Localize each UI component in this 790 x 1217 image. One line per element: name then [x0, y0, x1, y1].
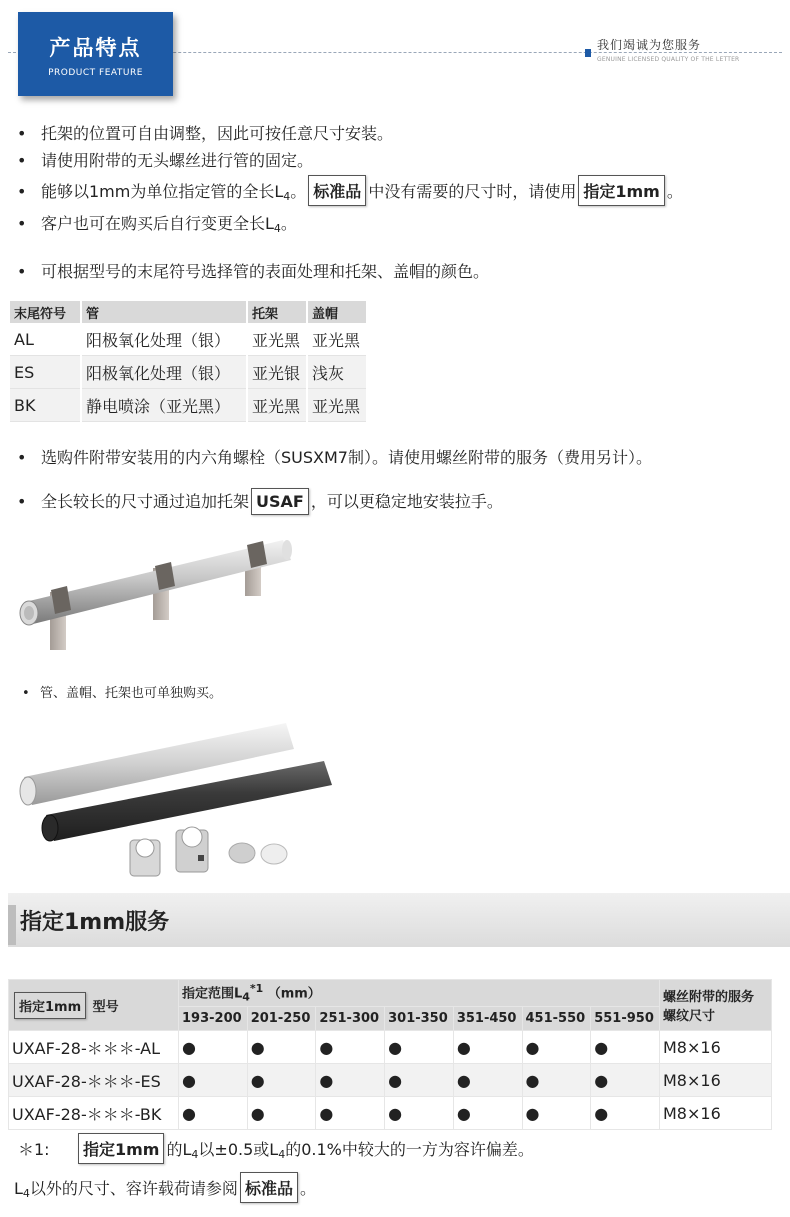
- range-unit: （mm）: [267, 986, 321, 1002]
- note-text: 的0.1%中较大的一方为容许偏差。: [285, 1140, 534, 1159]
- header-cell: 末尾符号: [10, 301, 81, 323]
- footnote-2: [14, 1172, 316, 1203]
- feature-text: 请使用附带的无头螺丝进行管的固定。: [41, 151, 314, 170]
- thread-cell: M8×16: [660, 1097, 772, 1130]
- mark-cell: ●: [591, 1097, 660, 1130]
- mark-cell: ●: [385, 1064, 454, 1097]
- feature-bullet-2: • 请使用附带的无头螺丝进行管的固定。: [17, 151, 314, 170]
- model-header: [9, 980, 179, 1031]
- 1mm-designation-link[interactable]: 指定1mm: [78, 1133, 164, 1164]
- standard-product-link[interactable]: 标准品: [240, 1172, 298, 1203]
- badge-title: 产品特点: [49, 36, 142, 60]
- feature-text: 客户也可在购买后自行变更全长L: [41, 214, 274, 233]
- feature-bullet-1: • 托架的位置可自由调整，因此可按任意尺寸安装。: [17, 124, 394, 143]
- subscript: 4: [22, 1187, 30, 1200]
- parts-image: [18, 715, 338, 880]
- mark-cell: ●: [522, 1031, 591, 1064]
- option-text: 全长较长的尺寸通过追加托架: [41, 492, 250, 511]
- footnote-mark: *1: [249, 982, 264, 996]
- range-cell: 301-350: [385, 1007, 454, 1031]
- header-cell: 盖帽: [307, 301, 367, 323]
- model-cell: UXAF-28-＊＊＊-ES: [9, 1064, 179, 1097]
- 1mm-designation-link[interactable]: 指定1mm: [578, 175, 664, 206]
- header-cell: 管: [81, 301, 247, 323]
- spec-header-row-1: [9, 980, 772, 1007]
- handle-assembly-image: [15, 530, 305, 655]
- mark-cell: ●: [522, 1064, 591, 1097]
- footnote-1: [18, 1133, 534, 1164]
- header-cell: 托架: [247, 301, 307, 323]
- small-note-text: 管、盖帽、托架也可单独购买。: [40, 686, 223, 701]
- table-row: [10, 389, 367, 422]
- mark-cell: ●: [316, 1031, 385, 1064]
- range-header: [179, 980, 660, 1007]
- range-cell: 551-950: [591, 1007, 660, 1031]
- cell: 静电喷涂（亚光黑）: [81, 389, 247, 422]
- cell: 阳极氧化处理（银）: [81, 356, 247, 389]
- mark-cell: ●: [522, 1097, 591, 1130]
- note-text: 以外的尺寸、容许载荷请参阅: [29, 1179, 238, 1198]
- model-cell: UXAF-28-＊＊＊-BK: [9, 1097, 179, 1130]
- cell: 阳极氧化处理（银）: [81, 323, 247, 356]
- cell: BK: [10, 389, 81, 422]
- mark-cell: ●: [179, 1064, 248, 1097]
- cell: 亚光黑: [247, 389, 307, 422]
- mark-cell: ●: [591, 1064, 660, 1097]
- slogan-subtext: GENUINE LICENSED QUALITY OF THE LETTER: [597, 56, 740, 63]
- range-cell: 451-550: [522, 1007, 591, 1031]
- slogan-text: 我们竭诚为您服务: [597, 38, 702, 52]
- table-row: [9, 1064, 772, 1097]
- 1mm-designation-link[interactable]: 指定1mm: [14, 992, 86, 1019]
- feature-text: 能够以1mm为单位指定管的全长L: [41, 182, 284, 201]
- table-row: [10, 323, 367, 356]
- mark-cell: ●: [247, 1031, 316, 1064]
- table-row: [10, 356, 367, 389]
- mark-cell: ●: [453, 1064, 522, 1097]
- screw-header: [660, 980, 772, 1031]
- mark-cell: ●: [179, 1031, 248, 1064]
- standard-product-link[interactable]: 标准品: [308, 175, 366, 206]
- footnote-mark: ＊1:: [18, 1140, 50, 1159]
- badge-subtitle: PRODUCT FEATURE: [48, 68, 143, 78]
- feature-bullet-4: • 客户也可在购买后自行变更全长$L_4$。: [17, 214, 297, 235]
- mark-cell: ●: [385, 1031, 454, 1064]
- cell: 亚光黑: [307, 389, 367, 422]
- cell: 亚光黑: [307, 323, 367, 356]
- subscript: 4: [273, 222, 281, 235]
- range-cell: 201-250: [247, 1007, 316, 1031]
- feature-bullet-5: • 可根据型号的末尾符号选择管的表面处理和托架、盖帽的颜色。: [17, 262, 490, 281]
- table-row: [9, 1097, 772, 1130]
- thread-cell: M8×16: [660, 1064, 772, 1097]
- mark-cell: ●: [453, 1031, 522, 1064]
- cell: 亚光黑: [247, 323, 307, 356]
- mark-cell: ●: [316, 1064, 385, 1097]
- subscript: 4: [278, 1148, 286, 1161]
- punct: 。: [299, 1179, 316, 1198]
- punct: 。: [666, 182, 683, 201]
- punct: 。: [290, 182, 307, 201]
- mark-cell: ●: [453, 1097, 522, 1130]
- bracket-silver: [130, 839, 160, 876]
- finish-table: [10, 301, 368, 422]
- note-text: 以±0.5或L: [198, 1140, 279, 1159]
- section-accent: [8, 905, 16, 945]
- punct: 。: [280, 214, 297, 233]
- table-row: [9, 1031, 772, 1064]
- note-text: L: [14, 1179, 23, 1198]
- subscript: 4: [283, 190, 291, 203]
- model-cell: UXAF-28-＊＊＊-AL: [9, 1031, 179, 1064]
- subscript: 4: [191, 1148, 199, 1161]
- section-title: 指定1mm服务: [20, 910, 170, 935]
- mark-cell: ●: [591, 1031, 660, 1064]
- feature-text: 可根据型号的末尾符号选择管的表面处理和托架、盖帽的颜色。: [41, 262, 490, 281]
- feature-bullet-3: • 能够以1mm为单位指定管的全长$L_4$。 标准品 中没有需要的尺寸时，请使用 指定1mm 。: [17, 175, 683, 206]
- mark-cell: ●: [179, 1097, 248, 1130]
- mark-cell: ●: [247, 1097, 316, 1130]
- spec-table: [8, 979, 772, 1130]
- feature-text: 中没有需要的尺寸时，请使用: [368, 182, 577, 201]
- mark-cell: ●: [247, 1064, 316, 1097]
- screw-header-line1: 螺丝附带的服务: [663, 990, 755, 1005]
- table-header-row: [10, 301, 367, 323]
- cell: ES: [10, 356, 81, 389]
- option-bullet-2: • 全长较长的尺寸通过追加托架 USAF ，可以更稳定地安装拉手。: [17, 488, 503, 515]
- cell: AL: [10, 323, 81, 356]
- cell: 浅灰: [307, 356, 367, 389]
- small-note: • 管、盖帽、托架也可单独购买。: [22, 686, 223, 701]
- option-text: 选购件附带安装用的内六角螺栓（SUSXM7制）。请使用螺丝附带的服务（费用另计）。: [41, 448, 652, 467]
- range-cell: 351-450: [453, 1007, 522, 1031]
- section-header: [8, 893, 790, 947]
- slogan-square-icon: [585, 49, 591, 57]
- screw-header-line2: 螺纹尺寸: [663, 1009, 716, 1024]
- cell: 亚光银: [247, 356, 307, 389]
- option-text: ，可以更稳定地安装拉手。: [310, 492, 503, 511]
- range-cell: 251-300: [316, 1007, 385, 1031]
- usaf-link[interactable]: USAF: [251, 488, 309, 515]
- note-text: 的L: [166, 1140, 192, 1159]
- range-label: 指定范围L: [182, 986, 243, 1002]
- option-bullet-1: • 选购件附带安装用的内六角螺栓（SUSXM7制）。请使用螺丝附带的服务（费用另计）。: [17, 448, 652, 467]
- bracket-silver-2: [176, 827, 208, 872]
- subscript: 4: [242, 990, 250, 1004]
- mark-cell: ●: [316, 1097, 385, 1130]
- feature-text: 托架的位置可自由调整，因此可按任意尺寸安装。: [41, 124, 394, 143]
- model-label: 型号: [92, 999, 119, 1015]
- range-cell: 193-200: [179, 1007, 248, 1031]
- product-feature-badge: [18, 12, 173, 96]
- thread-cell: M8×16: [660, 1031, 772, 1064]
- mark-cell: ●: [385, 1097, 454, 1130]
